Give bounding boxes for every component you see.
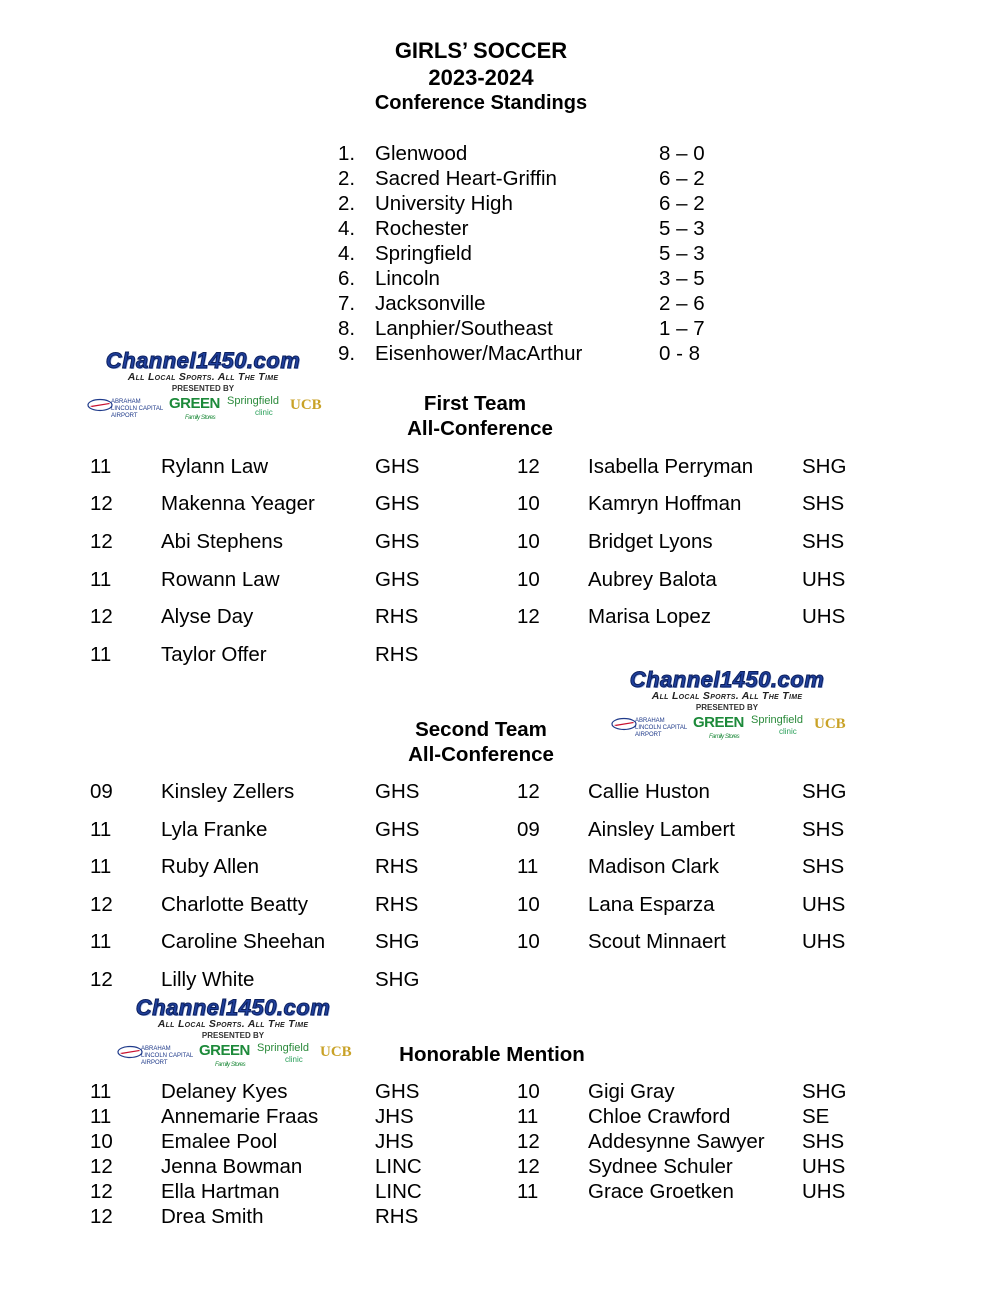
- player-name: Lana Esparza: [588, 893, 715, 916]
- school: RHS: [375, 643, 419, 666]
- team-name: Lincoln: [375, 267, 440, 290]
- team-name: Jacksonville: [375, 292, 486, 315]
- grade: 10: [90, 1130, 113, 1153]
- player-name: Marisa Lopez: [588, 605, 712, 628]
- team-name: Springfield: [375, 242, 472, 265]
- player-name: Aubrey Balota: [588, 568, 717, 591]
- airport-name: ABRAHAM LINCOLN CAPITAL AIRPORT: [111, 399, 164, 419]
- grade: 10: [517, 930, 540, 953]
- airplane-icon: [611, 717, 637, 731]
- clinic-text: clinic: [255, 408, 273, 417]
- school: UHS: [802, 1180, 846, 1203]
- rank: 2.: [338, 192, 356, 215]
- school: JHS: [375, 1105, 414, 1128]
- logo-tagline: All Local Sports. All The Time: [127, 371, 279, 383]
- logo-presented-by: PRESENTED BY: [201, 1031, 265, 1040]
- logo-presented-by: PRESENTED BY: [695, 703, 759, 712]
- grade: 12: [90, 530, 113, 553]
- team-record: 5 – 3: [659, 217, 705, 240]
- player-name: Grace Groetken: [588, 1180, 734, 1203]
- team-name: Eisenhower/MacArthur: [375, 342, 583, 365]
- logo-presented-by: PRESENTED BY: [171, 384, 235, 393]
- player-name: Abi Stephens: [161, 530, 283, 553]
- airplane-icon: [117, 1045, 143, 1059]
- school: UHS: [802, 568, 846, 591]
- grade: 11: [90, 930, 112, 953]
- rank: 1.: [338, 142, 356, 165]
- player-name: Ruby Allen: [161, 855, 260, 878]
- rank: 4.: [338, 217, 356, 240]
- grade: 11: [90, 818, 112, 841]
- school: LINC: [375, 1155, 422, 1178]
- school: GHS: [375, 530, 420, 553]
- school: RHS: [375, 1205, 419, 1228]
- grade: 12: [90, 968, 113, 991]
- school: SHG: [802, 780, 847, 803]
- grade: 12: [517, 1130, 540, 1153]
- channel1450-logo: [87, 348, 322, 421]
- green-subtext: Family Stores: [215, 1062, 246, 1068]
- school: GHS: [375, 780, 420, 803]
- grade: 09: [90, 780, 113, 803]
- airport-logo: [87, 396, 167, 419]
- school: SHG: [375, 930, 420, 953]
- logo-brand: Channel1450.com: [629, 667, 825, 692]
- springfield-text: Springfield: [751, 714, 803, 726]
- grade: 12: [90, 1155, 113, 1178]
- school: RHS: [375, 893, 419, 916]
- player-name: Annemarie Fraas: [161, 1105, 319, 1128]
- team-name: Glenwood: [375, 142, 468, 165]
- green-stores-logo: [169, 395, 225, 421]
- ucb-logo: UCB: [320, 1044, 352, 1060]
- school: UHS: [802, 605, 846, 628]
- team-record: 3 – 5: [659, 267, 705, 290]
- grade: 12: [517, 605, 540, 628]
- grade: 11: [517, 1105, 539, 1128]
- school: JHS: [375, 1130, 414, 1153]
- school: RHS: [375, 605, 419, 628]
- springfield-clinic-logo: [257, 1043, 317, 1063]
- player-name: Kinsley Zellers: [161, 780, 295, 803]
- player-name: Scout Minnaert: [588, 930, 726, 953]
- team-name: University High: [375, 192, 513, 215]
- rank: 7.: [338, 292, 356, 315]
- rank: 8.: [338, 317, 356, 340]
- green-stores-logo: [693, 714, 749, 740]
- airport-name: ABRAHAM LINCOLN CAPITAL AIRPORT: [141, 1046, 194, 1066]
- school: UHS: [802, 930, 846, 953]
- airplane-icon: [87, 398, 113, 412]
- standings-heading: Conference Standings: [374, 92, 588, 114]
- school: SHS: [802, 530, 845, 553]
- team-name: Sacred Heart-Griffin: [375, 167, 557, 190]
- player-name: Madison Clark: [588, 855, 720, 878]
- ucb-logo: UCB: [290, 397, 322, 413]
- player-name: Drea Smith: [161, 1205, 264, 1228]
- green-subtext: Family Stores: [185, 415, 216, 421]
- logo-tagline: All Local Sports. All The Time: [157, 1018, 309, 1030]
- grade: 09: [517, 818, 540, 841]
- channel1450-logo: [611, 667, 846, 740]
- player-name: Ella Hartman: [161, 1180, 280, 1203]
- team-record: 6 – 2: [659, 192, 705, 215]
- player-name: Alyse Day: [161, 605, 254, 628]
- school: GHS: [375, 1080, 420, 1103]
- player-name: Taylor Offer: [161, 643, 267, 666]
- player-name: Chloe Crawford: [588, 1105, 731, 1128]
- grade: 10: [517, 1080, 540, 1103]
- grade: 12: [517, 780, 540, 803]
- green-stores-logo: [199, 1042, 255, 1068]
- springfield-text: Springfield: [227, 395, 279, 407]
- first-team-heading: First Team: [423, 392, 527, 415]
- school: GHS: [375, 568, 420, 591]
- grade: 12: [90, 605, 113, 628]
- player-name: Lyla Franke: [161, 818, 268, 841]
- player-name: Isabella Perryman: [588, 455, 754, 478]
- airport-logo: [611, 715, 691, 738]
- player-name: Caroline Sheehan: [161, 930, 326, 953]
- school: LINC: [375, 1180, 422, 1203]
- grade: 11: [90, 1080, 112, 1103]
- school: SHG: [375, 968, 420, 991]
- school: SHG: [802, 455, 847, 478]
- player-name: Bridget Lyons: [588, 530, 713, 553]
- grade: 11: [90, 643, 112, 666]
- grade: 11: [517, 855, 539, 878]
- green-text: GREEN: [199, 1042, 250, 1059]
- green-subtext: Family Stores: [709, 734, 740, 740]
- school: UHS: [802, 1155, 846, 1178]
- player-name: Kamryn Hoffman: [588, 492, 742, 515]
- team-name: Lanphier/Southeast: [375, 317, 553, 340]
- logo-brand: Channel1450.com: [105, 348, 301, 373]
- player-name: Rylann Law: [161, 455, 269, 478]
- school: GHS: [375, 492, 420, 515]
- school: SHG: [802, 1080, 847, 1103]
- grade: 11: [90, 855, 112, 878]
- player-name: Charlotte Beatty: [161, 893, 308, 916]
- springfield-clinic-logo: [227, 396, 287, 416]
- player-name: Sydnee Schuler: [588, 1155, 733, 1178]
- player-name: Addesynne Sawyer: [588, 1130, 765, 1153]
- airport-name: ABRAHAM LINCOLN CAPITAL AIRPORT: [635, 718, 688, 738]
- school: SHS: [802, 1130, 845, 1153]
- rank: 9.: [338, 342, 356, 365]
- grade: 12: [517, 455, 540, 478]
- grade: 11: [90, 455, 112, 478]
- logo-tagline: All Local Sports. All The Time: [651, 690, 803, 702]
- player-name: Delaney Kyes: [161, 1080, 288, 1103]
- team-record: 6 – 2: [659, 167, 705, 190]
- clinic-text: clinic: [779, 727, 797, 736]
- grade: 10: [517, 530, 540, 553]
- player-name: Callie Huston: [588, 780, 710, 803]
- season-label: 2023-2024: [428, 65, 534, 90]
- rank: 2.: [338, 167, 356, 190]
- player-name: Rowann Law: [161, 568, 280, 591]
- clinic-text: clinic: [285, 1055, 303, 1064]
- honorable-mention-heading: Honorable Mention: [399, 1043, 585, 1066]
- grade: 11: [90, 568, 112, 591]
- player-name: Lilly White: [161, 968, 255, 991]
- airport-logo: [117, 1043, 197, 1066]
- school: RHS: [375, 855, 419, 878]
- team-record: 5 – 3: [659, 242, 705, 265]
- grade: 10: [517, 893, 540, 916]
- team-record: 8 – 0: [659, 142, 705, 165]
- player-name: Gigi Gray: [588, 1080, 675, 1103]
- grade: 12: [517, 1155, 540, 1178]
- grade: 10: [517, 492, 540, 515]
- grade: 10: [517, 568, 540, 591]
- player-name: Jenna Bowman: [161, 1155, 303, 1178]
- rank: 6.: [338, 267, 356, 290]
- team-record: 2 – 6: [659, 292, 705, 315]
- grade: 12: [90, 1205, 113, 1228]
- team-record: 0 - 8: [659, 342, 701, 365]
- grade: 12: [90, 1180, 113, 1203]
- school: SHS: [802, 492, 845, 515]
- green-text: GREEN: [693, 714, 744, 731]
- grade: 11: [90, 1105, 112, 1128]
- page-title: GIRLS’ SOCCER: [394, 38, 568, 63]
- school: GHS: [375, 455, 420, 478]
- school: SHS: [802, 855, 845, 878]
- springfield-clinic-logo: [751, 715, 811, 735]
- player-name: Makenna Yeager: [161, 492, 315, 515]
- school: UHS: [802, 893, 846, 916]
- grade: 12: [90, 492, 113, 515]
- logo-brand: Channel1450.com: [135, 995, 331, 1020]
- player-name: Ainsley Lambert: [588, 818, 735, 841]
- team-name: Rochester: [375, 217, 469, 240]
- second-team-heading: Second Team: [415, 718, 547, 741]
- grade: 12: [90, 893, 113, 916]
- green-text: GREEN: [169, 395, 220, 412]
- team-record: 1 – 7: [659, 317, 705, 340]
- school: SHS: [802, 818, 845, 841]
- channel1450-logo: [117, 995, 352, 1068]
- school: GHS: [375, 818, 420, 841]
- ucb-logo: UCB: [814, 716, 846, 732]
- grade: 11: [517, 1180, 539, 1203]
- springfield-text: Springfield: [257, 1042, 309, 1054]
- player-name: Emalee Pool: [161, 1130, 278, 1153]
- second-team-subheading: All-Conference: [408, 743, 554, 766]
- rank: 4.: [338, 242, 356, 265]
- first-team-subheading: All-Conference: [407, 417, 553, 440]
- school: SE: [802, 1105, 830, 1128]
